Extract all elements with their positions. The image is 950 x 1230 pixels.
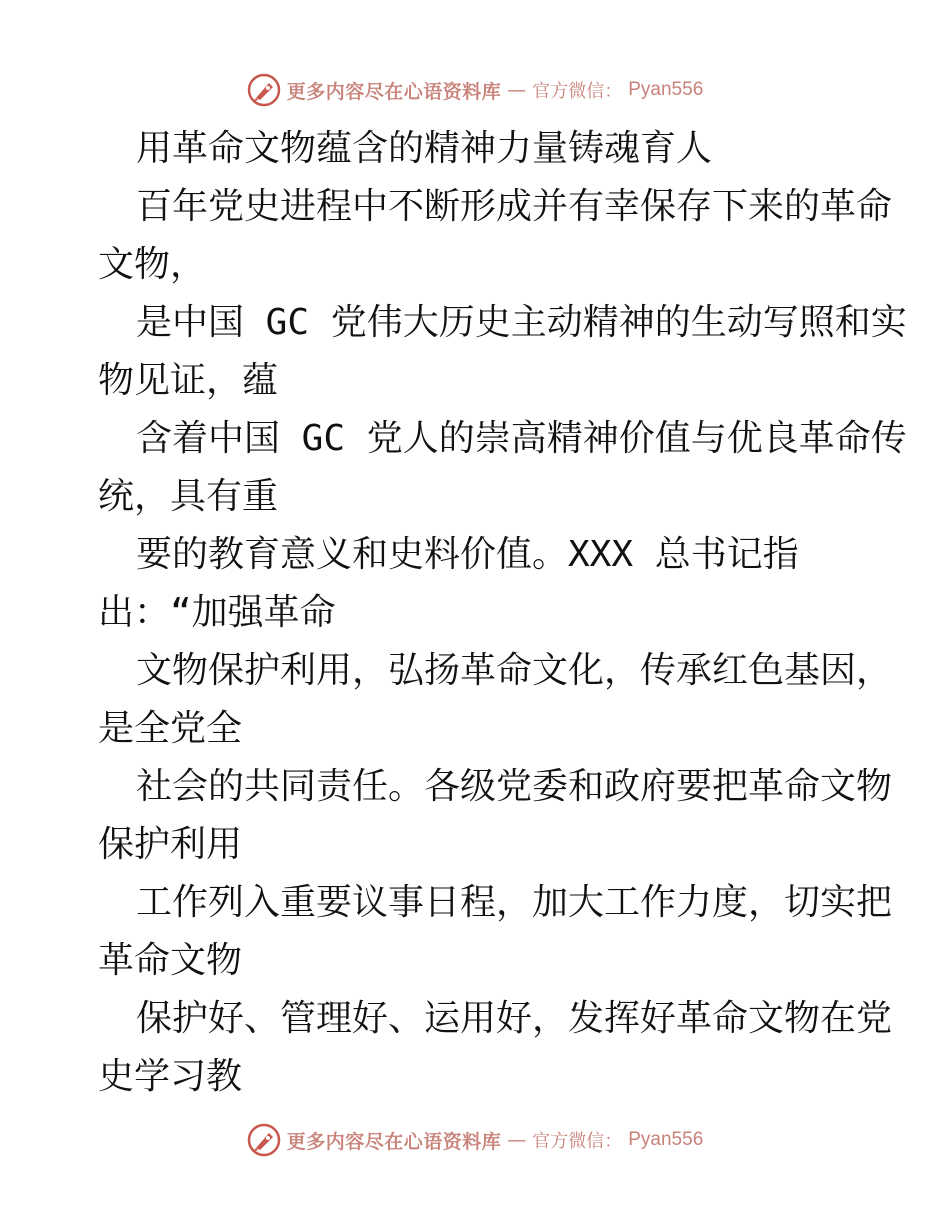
text-line: 史学习教 xyxy=(98,1056,243,1097)
watermark-separator: — xyxy=(507,1129,527,1151)
text-line: 出：“加强革命 xyxy=(98,592,336,633)
header-watermark-banner xyxy=(0,70,950,110)
text-line: 统，具有重 xyxy=(98,476,279,517)
watermark-wechat-id: Pyan556 xyxy=(628,1129,704,1150)
text-line: 保护好、管理好、运用好，发挥好革命文物在党 xyxy=(136,998,893,1039)
text-line: 文物， xyxy=(98,244,207,285)
watermark-separator: — xyxy=(507,79,527,101)
watermark-wechat-id: Pyan556 xyxy=(628,79,704,100)
text-line: 革命文物 xyxy=(98,940,243,981)
text-line: 文物保护利用，弘扬革命文化，传承红色基因， xyxy=(136,650,893,691)
text-line: 社会的共同责任。各级党委和政府要把革命文物 xyxy=(136,766,893,807)
watermark-wechat-label: 官方微信： xyxy=(532,1131,623,1152)
text-line: 用革命文物蕴含的精神力量铸魂育人 xyxy=(136,128,713,169)
text-line: 含着中国 GC 党人的崇高精神价值与优良革命传 xyxy=(136,418,907,459)
text-line: 要的教育意义和史料价值。XXX 总书记指 xyxy=(136,534,799,575)
text-line: 保护利用 xyxy=(98,824,243,865)
watermark-wechat-label: 官方微信： xyxy=(532,81,623,102)
text-line: 工作列入重要议事日程，加大工作力度，切实把 xyxy=(136,882,893,923)
document-body xyxy=(98,120,907,1106)
watermark-brand-text: 更多内容尽在心语资料库 xyxy=(286,80,502,103)
text-line: 百年党史进程中不断形成并有幸保存下来的革命 xyxy=(136,186,893,227)
footer-watermark-banner xyxy=(0,1120,950,1160)
watermark-brand-text: 更多内容尽在心语资料库 xyxy=(286,1130,502,1153)
text-line: 是中国 GC 党伟大历史主动精神的生动写照和实 xyxy=(136,302,907,343)
text-line: 物见证，蕴 xyxy=(98,360,279,401)
pen-nib-logo-icon xyxy=(247,1123,281,1157)
text-line: 是全党全 xyxy=(98,708,243,749)
pen-nib-logo-icon xyxy=(247,73,281,107)
